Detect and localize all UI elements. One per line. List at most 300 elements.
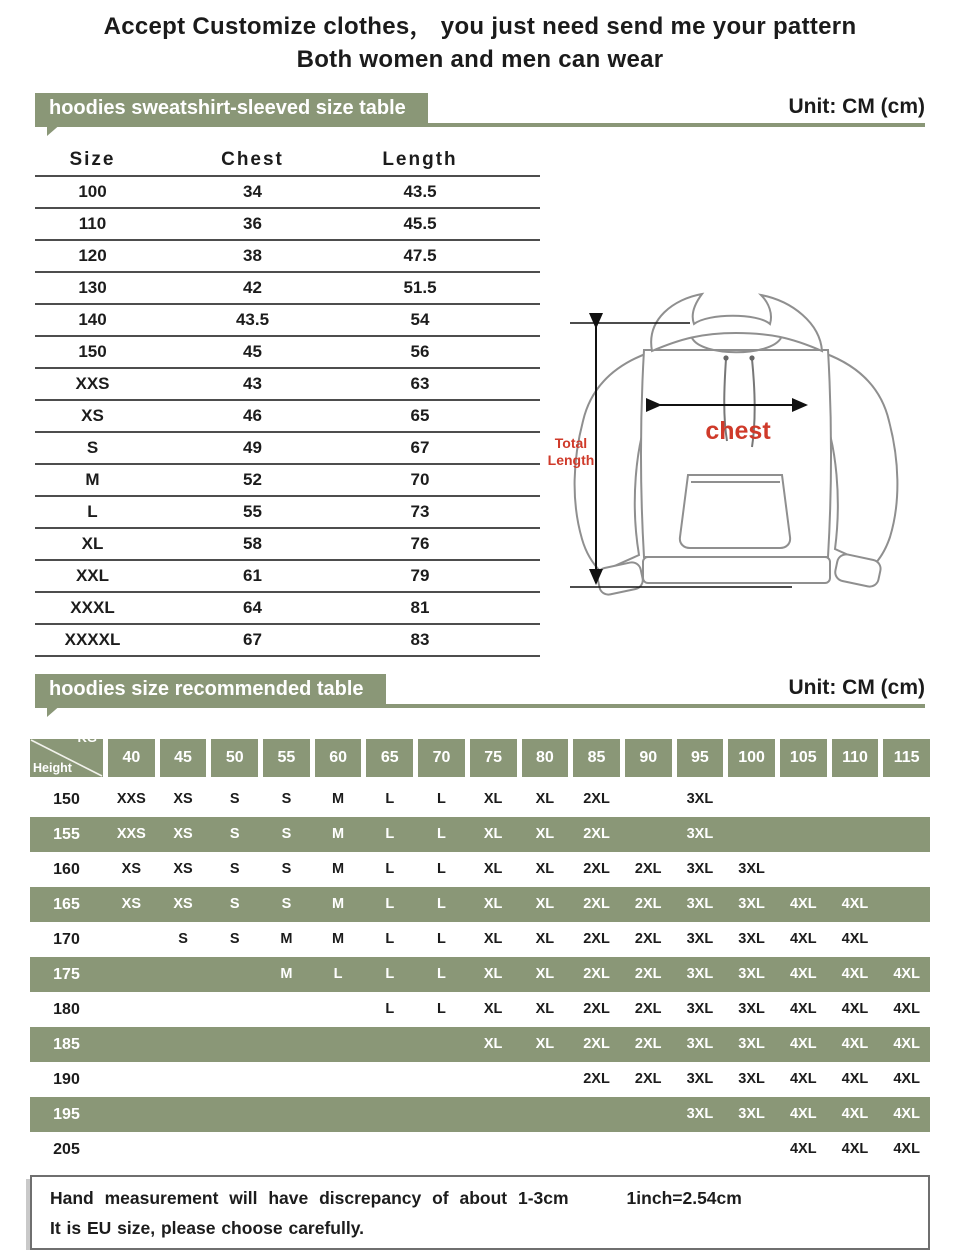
recommended-size-cell: 4XL [789,1071,817,1087]
recommended-size-cell: S [229,791,240,807]
title-line-1: Accept Customize clothes， you just need send me your pattern [103,13,857,40]
recommended-size-cell: S [178,931,188,947]
size-table-cell: 65 [410,406,430,425]
recommended-size-cell: 4XL [893,1106,920,1122]
recommended-size-cell: XL [535,931,555,947]
size-table-cell: 81 [410,598,430,617]
weight-header-cell: 85 [573,739,620,777]
recommended-size-cell [263,1062,310,1097]
recommended-size-cell [211,1132,258,1167]
hoodie-figure [540,145,945,657]
recommended-size-cell: M [332,861,345,877]
weight-header-cell: 90 [625,739,672,777]
size-table-row [35,625,540,657]
weight-header-cell: 50 [211,739,258,777]
recommended-size-cell [625,1097,672,1132]
recommended-size-cell [160,1062,207,1097]
size-table-cell: L [87,502,98,521]
recommended-size-cell: 3XL [686,1036,714,1052]
recommended-size-cell: 4XL [789,1036,817,1052]
recommended-size-cell: L [437,896,446,912]
recommended-size-cell: 3XL [738,1001,765,1017]
recommended-size-cell [728,782,775,817]
recommended-size-cell [160,992,207,1027]
recommended-size-cell [315,1062,362,1097]
size-table-row [35,305,540,337]
height-label: 205 [53,1141,80,1158]
recommended-size-cell: XL [535,1001,555,1017]
size-table-cell: 67 [243,630,262,649]
size-table-cell: 52 [243,470,262,489]
recommended-size-cell: 2XL [583,826,610,842]
recommended-size-cell: 3XL [686,1106,714,1122]
recommended-size-cell: XXS [116,826,146,842]
recommended-size-cell [263,1132,310,1167]
recommended-size-cell [160,1132,207,1167]
footer-note [30,1175,930,1250]
recommended-size-cell: XL [535,896,555,912]
matrix-header-row [30,730,930,777]
recommended-size-cell [832,852,879,887]
recommended-size-cell [573,1132,620,1167]
size-table-cell: 43.5 [403,182,437,201]
size-table-row [35,401,540,433]
weight-header-cell: 70 [418,739,465,777]
size-table-cell: 73 [410,502,430,521]
size-table-cell: 51.5 [403,278,437,297]
matrix-row [30,922,930,957]
matrix-row [30,852,930,887]
recommended-size-cell [418,1062,465,1097]
recommended-size-cell: 4XL [789,896,817,912]
recommended-size-cell: M [280,966,293,982]
recommended-size-cell [263,1097,310,1132]
recommended-size-cell [418,1097,465,1132]
height-label: 180 [53,1001,80,1018]
recommended-size-cell: S [281,791,292,807]
recommended-size-cell: 3XL [738,1036,765,1052]
recommended-size-cell: XS [121,861,142,877]
recommended-size-cell: 4XL [893,1141,920,1157]
size-table-cell: 110 [78,214,107,233]
recommended-size-cell: 4XL [841,966,869,982]
recommended-size-cell [728,817,775,852]
size-table-row [35,177,540,209]
recommended-size-cell [418,1027,465,1062]
recommended-size-cell: S [229,896,240,912]
recommended-size-cell: XS [173,861,193,877]
recommended-size-cell [780,817,827,852]
recommended-size-cell: XL [483,966,503,982]
title-line-2: Both women and men can wear [296,46,664,73]
recommended-size-cell: 2XL [583,931,610,947]
size-table-cell: 79 [410,566,430,585]
matrix-row [30,817,930,852]
recommended-size-cell: 4XL [893,1071,920,1087]
size-table [35,145,540,657]
size-table-cell: 63 [410,374,430,393]
height-label: 190 [53,1071,80,1088]
size-table-cell: 47.5 [403,246,437,265]
recommended-size-cell: XS [173,826,193,842]
height-label: 165 [53,896,80,913]
recommended-size-cell [883,782,930,817]
recommended-size-cell: 3XL [686,966,714,982]
recommended-size-cell: XL [483,1001,503,1017]
matrix-row [30,1062,930,1097]
height-label: 175 [53,966,80,983]
recommended-size-cell: 4XL [789,966,817,982]
recommend-banner-row [35,674,925,713]
recommended-size-cell: XL [483,1036,503,1052]
size-table-cell: 64 [243,598,262,617]
recommended-size-cell: 2XL [583,791,610,807]
size-table-row [35,561,540,593]
recommended-size-cell: L [437,966,446,982]
recommended-size-cell: 3XL [738,931,765,947]
size-table-cell: 76 [410,534,430,553]
recommended-size-cell: 2XL [583,896,610,912]
recommended-size-cell [315,1097,362,1132]
recommended-size-cell: L [385,931,395,947]
recommended-size-cell: 4XL [841,1036,869,1052]
recommended-size-cell: S [281,896,292,912]
recommended-size-cell [728,1132,775,1167]
size-table-cell: XL [81,534,104,553]
note-discrepancy-text: Hand measurement will have discrepancy of about 1-3cm [50,1188,569,1208]
size-table-cell: S [86,438,99,457]
note-line-2: It is EU size, please choose carefully. [50,1218,365,1238]
recommended-size-cell: 4XL [841,931,869,947]
recommended-size-cell: M [332,826,345,842]
recommended-size-cell [108,992,155,1027]
recommended-size-cell: 4XL [789,1141,817,1157]
matrix-corner-cell [30,730,103,777]
recommended-size-cell: 4XL [893,1036,920,1052]
recommended-size-cell: XL [535,861,555,877]
size-table-row [35,209,540,241]
size-table-row [35,465,540,497]
size-table-cell: 56 [410,342,430,361]
recommended-size-cell: 3XL [686,1071,714,1087]
size-table-row [35,241,540,273]
unit-label: Unit: CM (cm) [788,676,925,699]
recommended-size-cell [625,817,672,852]
recommended-size-cell: 4XL [841,1141,869,1157]
recommended-size-cell: S [229,931,240,947]
size-table-cell: XXXL [70,598,115,617]
recommended-size-cell: L [333,966,343,982]
recommended-size-cell [315,1027,362,1062]
size-table-cell: 130 [78,278,107,297]
recommended-size-cell [366,1027,413,1062]
weight-header-cell: 115 [883,739,930,777]
recommended-size-cell [470,1097,517,1132]
size-table-cell: 70 [410,470,430,489]
weight-header-cell: 40 [108,739,155,777]
recommended-size-cell [108,1097,155,1132]
recommended-size-cell [522,1097,569,1132]
recommended-size-cell [780,782,827,817]
recommended-size-cell [108,957,155,992]
size-table-row [35,497,540,529]
height-label: 195 [53,1106,80,1123]
size-table-cell: XXS [75,374,110,393]
recommended-size-cell: XL [483,931,503,947]
recommended-size-cell: XL [483,896,503,912]
recommended-size-cell [160,1097,207,1132]
recommended-size-cell: 2XL [634,966,662,982]
recommended-size-cell: XL [535,826,555,842]
size-table-cell: 100 [78,182,107,201]
recommended-size-cell: 2XL [583,1071,610,1087]
size-table-cell: 46 [243,406,262,425]
recommended-size-cell [211,957,258,992]
recommended-size-cell: L [437,1001,446,1017]
weight-header-cell: 45 [160,739,207,777]
size-table-body [35,177,540,657]
recommended-size-cell [211,1027,258,1062]
recommended-size-cell: L [385,1001,395,1017]
banner-tail [47,704,62,717]
recommended-size-cell: 2XL [634,931,662,947]
weight-header-cell: 55 [263,739,310,777]
recommended-size-cell [883,852,930,887]
recommended-size-cell: 3XL [738,861,765,877]
recommended-size-cell: 2XL [583,966,610,982]
recommended-size-cell: 2XL [583,861,610,877]
height-label: 185 [53,1036,80,1053]
recommended-size-cell: L [385,861,395,877]
recommended-size-cell: XL [535,966,555,982]
recommended-size-cell: 3XL [686,896,714,912]
recommended-size-cell: 3XL [686,791,714,807]
size-column-header: Chest [221,149,284,170]
recommended-size-cell: 2XL [634,861,662,877]
recommended-size-cell [160,1027,207,1062]
height-label: 155 [53,826,80,843]
size-table-row [35,273,540,305]
recommended-size-cell: 3XL [738,1106,765,1122]
size-table-cell: 43 [243,374,262,393]
recommended-size-cell: L [437,931,446,947]
size-table-cell: 45.5 [403,214,437,233]
weight-header-cell: 110 [832,739,879,777]
recommended-size-cell: 3XL [738,1071,765,1087]
recommended-size-cell: L [437,826,446,842]
recommended-size-cell: 3XL [738,896,765,912]
size-table-header [35,145,540,177]
recommended-size-cell: L [385,826,395,842]
size-table-cell: 42 [243,278,262,297]
recommended-size-cell: 4XL [893,966,920,982]
size-table-row [35,529,540,561]
recommended-size-cell: 3XL [738,966,765,982]
size-table-banner-row [35,93,925,132]
weight-header-cell: 60 [315,739,362,777]
matrix-row [30,1027,930,1062]
size-table-cell: XXL [75,566,110,585]
recommended-size-cell [211,1062,258,1097]
recommend-banner: hoodies size recommended table [35,674,386,704]
chest-label: chest [705,417,771,445]
size-table-cell: 55 [243,502,262,521]
size-table-cell: 140 [78,310,107,329]
recommended-size-cell [263,1027,310,1062]
size-table-cell: XXXXL [64,630,121,649]
recommended-size-cell: L [437,791,446,807]
size-table-row [35,593,540,625]
recommended-size-cell [366,1062,413,1097]
size-table-cell: 38 [243,246,262,265]
size-table-cell: 49 [243,438,262,457]
recommended-size-cell [832,782,879,817]
recommended-size-cell: 3XL [686,826,714,842]
recommended-size-cell: 2XL [634,1071,662,1087]
recommended-size-cell: 3XL [686,931,714,947]
note-line-1 [50,1188,910,1209]
height-label: 160 [53,861,80,878]
size-column-header: Size [69,149,116,170]
recommended-size-cell: 4XL [841,1106,869,1122]
recommended-size-cell: M [332,896,345,912]
recommended-size-cell [108,1132,155,1167]
size-table-cell: 83 [410,630,430,649]
banner-underline [35,704,925,708]
size-table-row [35,337,540,369]
recommended-size-cell: XL [535,1036,555,1052]
matrix-row [30,1097,930,1132]
recommended-size-cell: XL [483,791,503,807]
recommended-size-cell: 4XL [789,931,817,947]
recommended-size-cell: XXS [116,791,146,807]
size-table-cell: M [85,470,100,489]
recommended-size-cell [883,817,930,852]
size-table-row [35,433,540,465]
recommended-size-cell: M [280,931,293,947]
recommended-size-cell: M [332,931,345,947]
weight-header-cell: 95 [677,739,724,777]
recommended-size-cell: 4XL [893,1001,920,1017]
corner-height-label: Height [33,761,72,775]
matrix-body [30,782,930,1167]
weight-header-cell: 65 [366,739,413,777]
size-section [35,145,960,657]
size-table-cell: 34 [243,182,262,201]
recommended-size-cell: XL [483,826,503,842]
recommend-table [30,730,930,1167]
recommended-size-cell [263,992,310,1027]
size-table-cell: 43.5 [235,310,270,329]
matrix-row [30,1132,930,1167]
weight-header-cell: 75 [470,739,517,777]
recommended-size-cell: 2XL [583,1036,610,1052]
weight-header-cell: 100 [728,739,775,777]
recommended-size-cell [160,957,207,992]
recommended-size-cell [780,852,827,887]
size-table-cell: 36 [243,214,262,233]
size-table-cell: 54 [410,310,430,329]
recommended-size-cell [522,1062,569,1097]
recommended-size-cell: 2XL [634,896,662,912]
recommended-size-cell: S [281,826,292,842]
recommended-size-cell [883,922,930,957]
matrix-row [30,887,930,922]
recommended-size-cell [573,1097,620,1132]
recommended-size-cell: L [385,791,395,807]
recommended-size-cell: M [332,791,345,807]
recommended-size-cell: 2XL [634,1001,662,1017]
recommended-size-cell: 4XL [841,1001,869,1017]
recommended-size-cell [522,1132,569,1167]
recommended-size-cell: XS [173,791,193,807]
recommended-size-cell [470,1132,517,1167]
size-table-cell: 58 [243,534,262,553]
recommended-size-cell [366,1097,413,1132]
recommended-size-cell [315,1132,362,1167]
size-table-row [35,369,540,401]
size-table-banner: hoodies sweatshirt-sleeved size table [35,93,428,123]
recommended-size-cell [366,1132,413,1167]
recommended-size-cell: 3XL [686,1001,714,1017]
recommended-size-cell [832,817,879,852]
recommended-size-cell: 4XL [789,1001,817,1017]
recommended-size-cell [315,992,362,1027]
recommended-size-cell: XL [535,791,555,807]
recommended-size-cell: L [385,896,395,912]
note-inch-conversion: 1inch=2.54cm [626,1188,742,1208]
recommended-size-cell: L [385,966,395,982]
recommended-size-cell [470,1062,517,1097]
recommended-size-cell: 4XL [789,1106,817,1122]
recommended-size-cell: S [229,826,240,842]
recommended-size-cell: 4XL [841,1071,869,1087]
recommended-size-cell: S [281,861,292,877]
recommended-size-cell [625,1132,672,1167]
recommended-size-cell: XL [483,861,503,877]
recommended-size-cell [211,992,258,1027]
recommended-size-cell: S [229,861,240,877]
weight-header-cell: 80 [522,739,569,777]
size-table-cell: XS [81,406,104,425]
size-table-cell: 67 [410,438,430,457]
unit-label: Unit: CM (cm) [788,95,925,118]
recommended-size-cell [883,887,930,922]
recommended-size-cell [677,1132,724,1167]
size-table-cell: 120 [78,246,107,265]
height-label: 150 [53,791,80,808]
recommended-size-cell: XS [121,896,142,912]
corner-kg-label: KG [77,730,97,745]
recommended-size-cell [625,782,672,817]
size-table-cell: 150 [78,342,107,361]
recommended-size-cell [108,1027,155,1062]
page-title [0,0,960,76]
size-table-cell: 61 [243,566,262,585]
banner-tail [47,123,62,136]
recommended-size-cell: L [437,861,446,877]
recommended-size-cell [418,1132,465,1167]
matrix-row [30,782,930,817]
banner-underline [35,123,925,127]
recommended-size-cell [108,1062,155,1097]
recommended-size-cell: 4XL [841,896,869,912]
recommended-size-cell [211,1097,258,1132]
recommended-size-cell: 2XL [634,1036,662,1052]
matrix-row [30,957,930,992]
size-column-header: Length [382,149,458,170]
recommended-size-cell: 2XL [583,1001,610,1017]
